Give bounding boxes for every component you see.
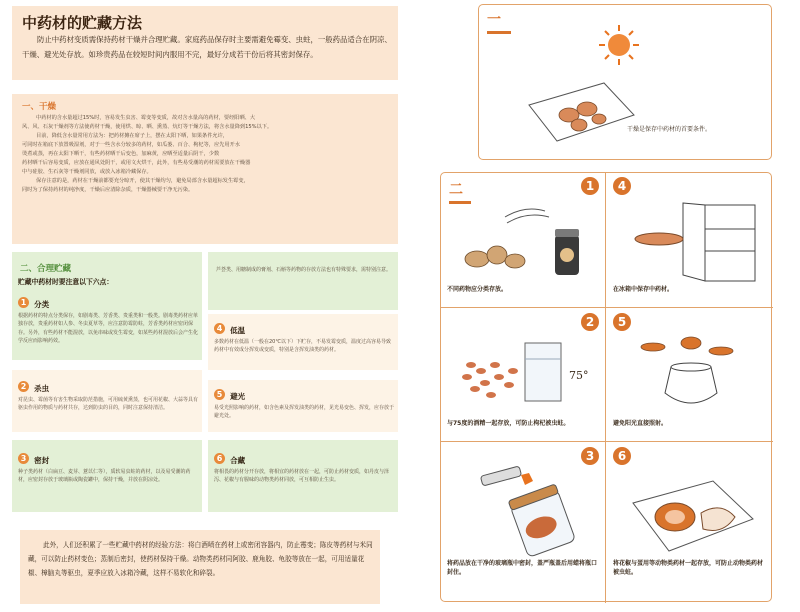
drying-line: 烫煮或蒸，再在太阳下晒干，有些药材晒干后变色，加麻黄，应晒至适量后阴干，少数 xyxy=(22,151,220,157)
sun-icon xyxy=(597,23,641,67)
number-badge: 3 xyxy=(18,453,29,464)
section-drying xyxy=(12,94,398,244)
storage-item-text: 易受光照影响的药材，如含色素及挥发油类的药材，见光易变色、挥发，应存放于避光处。 xyxy=(214,405,395,420)
storage-heading-cell xyxy=(12,252,202,360)
step-number: 3 xyxy=(581,447,599,465)
step-caption: 将花椒与蛋用等动物类药材一起存放，可防止动物类药材被虫蛀。 xyxy=(613,560,764,576)
refrigerator-icon xyxy=(619,195,765,285)
section-drying-body xyxy=(22,114,392,195)
step-number: 2 xyxy=(581,313,599,331)
storage-cell-2 xyxy=(12,370,202,432)
storage-item-5 xyxy=(214,384,394,421)
pepper-herbs-icon xyxy=(623,473,763,557)
step-number: 1 xyxy=(581,177,599,195)
step-number: 4 xyxy=(613,177,631,195)
grid-divider xyxy=(441,307,773,308)
page-title: 中药材的贮藏方法 xyxy=(22,14,143,32)
storage-item-text: 种子类药材（白扁豆、麦芽、薏苡仁等），质软易虫蛀的药材，以及易受潮的药材，应密封存放于玻璃瓶或陶瓷罐中，保持干燥，并放在阴凉处。 xyxy=(18,469,191,484)
storage-item-text: 根据药材的特点分类保存，如剧毒类、芳香类、贵重类和一般类。剧毒类药材应单独存放，贵重药材如人参、冬虫夏草等，应注意防霉防蛀，芳香类药材应密闭保存。另外，有些药材不能混放，以免串味或发生霉变，如某些药材混放后会产生化学反应而影响药效。 xyxy=(18,313,199,345)
storage-item-label: 合藏 xyxy=(230,456,246,465)
number-badge: 5 xyxy=(214,389,225,400)
drying-line: 药材晒干后容易变质，应放在通风处阴干，或用文火烘干，此外，有些易受潮的药材需要放在干燥器 xyxy=(22,160,251,166)
bottom-note-block xyxy=(20,530,380,604)
storage-illustration-panel xyxy=(440,172,772,602)
step-number: 6 xyxy=(613,447,631,465)
herbs-jar-icon xyxy=(455,197,595,281)
number-badge: 4 xyxy=(214,323,225,334)
section-storage-heading: 二、合理贮藏 xyxy=(20,264,72,274)
drying-mat-icon xyxy=(519,75,639,145)
grid-divider xyxy=(441,441,773,442)
number-badge: 6 xyxy=(214,453,225,464)
storage-item-label: 分类 xyxy=(34,300,50,309)
storage-item-6 xyxy=(214,448,394,485)
storage-item-text: 多数药材在低温（一般在20℃以下）下贮存，不易发霉变质，温度过高容易导致药材中有效成分挥发或变质，特别是含挥发油类的药材。 xyxy=(214,339,391,354)
storage-item-label: 密封 xyxy=(34,456,50,465)
sealed-jar-icon xyxy=(461,461,591,557)
step-caption: 将药品放在干净的玻璃瓶中密封，盖严瓶盖后用蜡将瓶口封住。 xyxy=(447,560,598,576)
drying-line: 同时为了保持药材的纯净度，干燥后应清除杂质，干燥器械要干净无污染。 xyxy=(22,187,194,193)
panel-numeral: 二 xyxy=(449,182,463,198)
section-storage xyxy=(12,252,398,514)
drying-line: 保存注意的是，药材在干燥前都要充分晾开，使其干燥均匀，避免局部含水量超标发生霉变， xyxy=(36,178,249,184)
storage-cell-3 xyxy=(12,440,202,512)
storage-note: 芦荟类、用糖制成的膏剂、石斛等药物的存放方法也有特殊要求，需特别注意。 xyxy=(216,267,392,273)
storage-item-2 xyxy=(18,376,198,413)
storage-item-4 xyxy=(214,318,394,355)
bottom-note: 此外，人们还积累了一些贮藏中药材的经验方法：将白酒喷在药材上或密闭容器内，防止霉变；陈皮等药材与米同藏，可以防止药材变色；蒸制后密封，使药材保持干燥。动物类药材同阿胶、鹿角胶、龟胶等放在一起，可用适量花椒、樟脑丸等驱虫，夏季应放入冰箱冷藏，这样不易软化和碎裂。 xyxy=(28,541,373,577)
section-drying-heading: 一、干燥 xyxy=(22,102,57,112)
panel-underline xyxy=(487,31,511,34)
step-caption: 在冰箱中保存中药材。 xyxy=(613,286,674,293)
storage-cell-4 xyxy=(208,314,398,370)
drying-illustration-panel xyxy=(478,4,772,160)
storage-item-label: 避光 xyxy=(230,392,246,401)
step-caption: 避免阳光直接照射。 xyxy=(613,420,668,427)
drying-line: 目前，降低含水量常用方法为：把药材摊在席子上，摆在太阳下晒，如果条件允许， xyxy=(36,133,228,139)
grid-divider xyxy=(605,173,606,603)
drying-line: 风、风、石灰干燥剂等方法使药材干燥，使用烘、晾、晒、熏蒸、炕灯等干燥方法，将含水量降到15%以下。 xyxy=(22,124,273,130)
step-number: 5 xyxy=(613,313,631,331)
panel-numeral: 一 xyxy=(487,12,501,28)
drying-line: 中与硅胶、生石灰等干燥剂同放，或放入冰箱冷藏保存。 xyxy=(22,169,152,175)
storage-item-label: 杀虫 xyxy=(34,384,50,393)
alcohol-label: 75° xyxy=(569,369,589,382)
storage-item-text: 将相畏的药材分开存放，将相宜的药材放在一起，可防止药材变质，如丹皮与泽泻、花椒与有腥味的动物类药材同放，可互相防止生虫。 xyxy=(214,469,390,484)
step-caption: 与75度的酒精一起存放，可防止枸杞被虫蛀。 xyxy=(447,420,570,427)
pot-herbs-icon xyxy=(631,333,751,413)
storage-item-3 xyxy=(18,448,198,485)
storage-item-1 xyxy=(18,292,198,346)
storage-cell-6 xyxy=(208,440,398,512)
title-block xyxy=(12,6,398,80)
intro-paragraph: 防止中药材变质需保持药材干燥并合理贮藏。家庭药品保存时主要需避免霉变、虫蛀，一般药品适合在阴凉、干燥、避光处存放。如珍贵药品在较短时间内服用不完，最好分成若干份后将其密封保存。 xyxy=(22,35,392,59)
section-storage-subheading: 贮藏中药材时要注意以下六点： xyxy=(18,278,114,286)
number-badge: 2 xyxy=(18,381,29,392)
storage-cell-5 xyxy=(208,380,398,432)
drying-caption: 干燥是保存中药材的首要条件。 xyxy=(627,126,712,133)
step-caption: 不同药物应分类存放。 xyxy=(447,286,508,293)
storage-item-text: 对昆虫、霉菌等有害生物采取防范措施，可用硫黄熏蒸，也可用花椒、大蒜等具有驱虫作用的物质与药材共存，达到防虫的目的，同时注意保持清洁。 xyxy=(18,397,199,412)
number-badge: 1 xyxy=(18,297,29,308)
drying-line: 中药材的含水量超过15%时，容易发生虫害、霉变等变质，故对含水量高的药材，要经阳晒、大 xyxy=(36,115,256,121)
drying-line: 可同时在箱底下放置吸湿剂，对于一些含水分较多的药材，如瓜蒌、百合、枸杞等，应先用开水 xyxy=(22,142,240,148)
storage-cell-top-right xyxy=(208,252,398,310)
storage-item-label: 低温 xyxy=(230,326,246,335)
